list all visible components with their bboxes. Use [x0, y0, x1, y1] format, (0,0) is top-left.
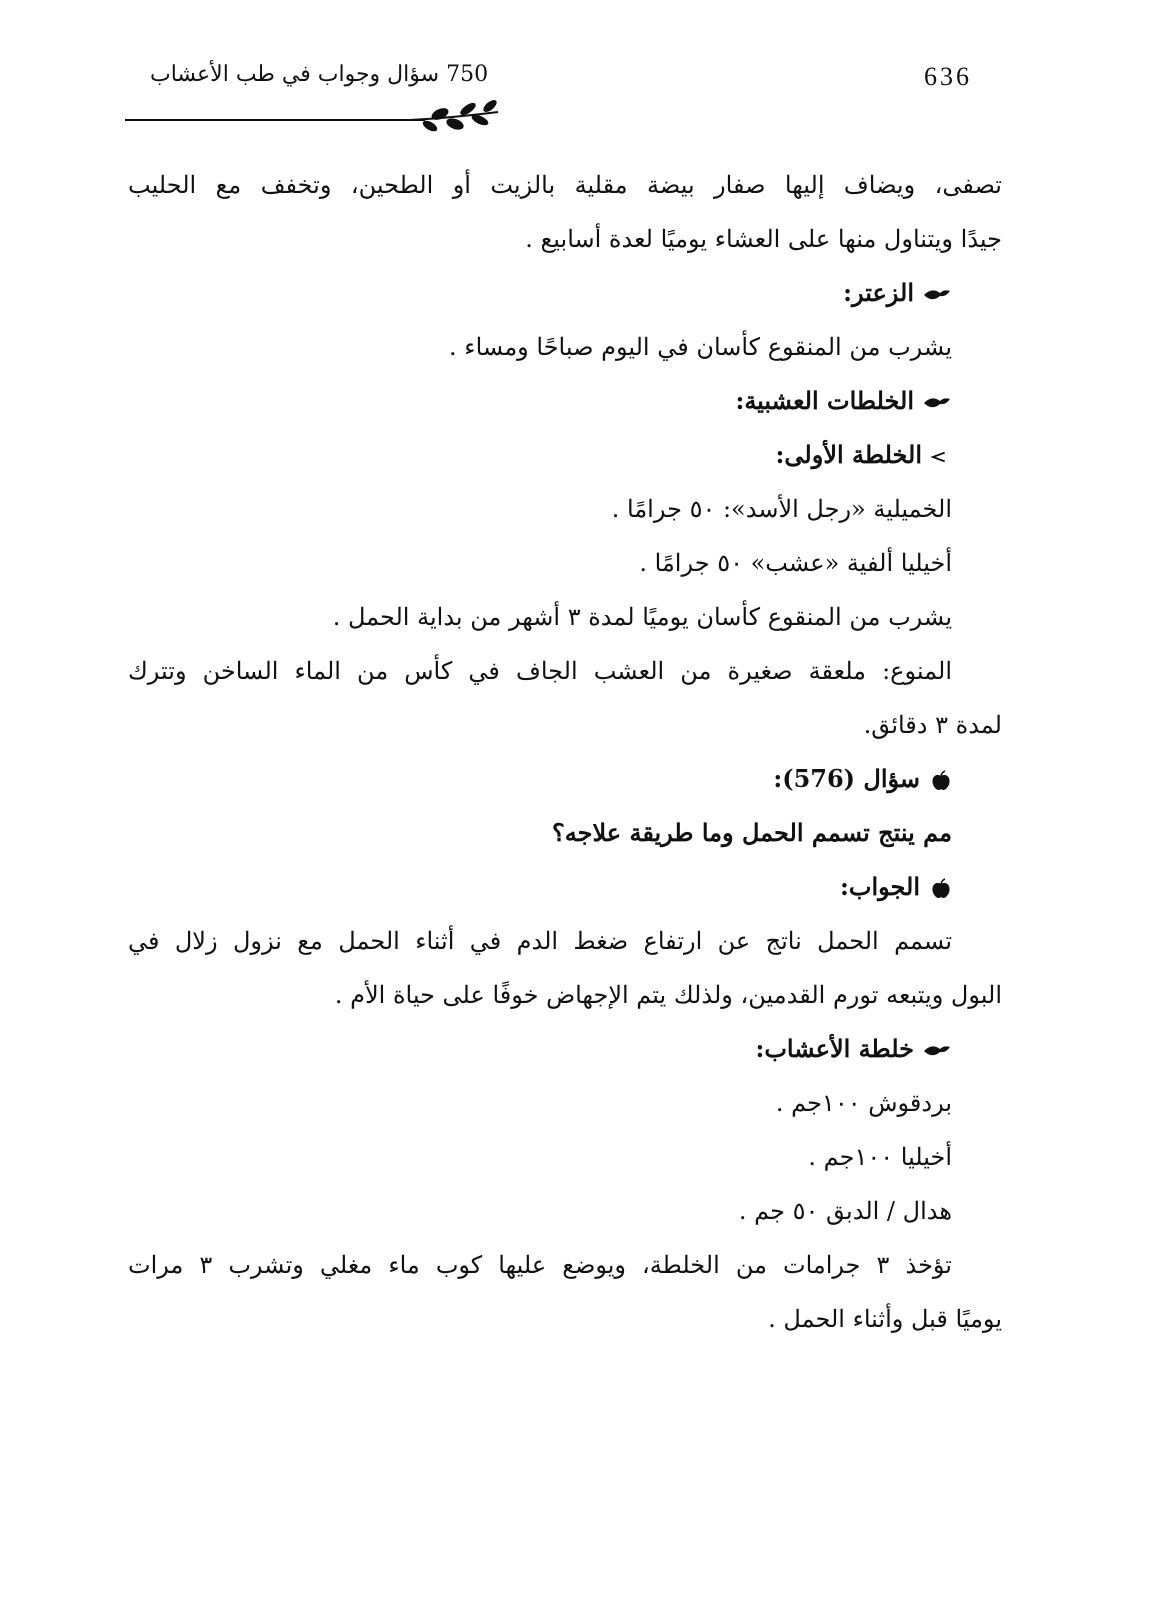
section-heading-herbal-mixtures: [128, 374, 1002, 428]
apple-icon: [930, 878, 952, 900]
answer-heading: الجواب:: [840, 872, 920, 901]
section-heading-first-mixture: [128, 428, 1002, 482]
text-line: أخيليا ألفية «عشب» ٥٠ جرامًا .: [639, 549, 952, 577]
text-line: هدال / الدبق ٥٠ جم .: [738, 1197, 952, 1225]
text-line: جيدًا ويتناول منها على العشاء يوميًا لعدة أسابيع .: [525, 225, 1002, 253]
leaf-bullet-icon: [922, 395, 952, 411]
text-line: يشرب من المنقوع كأسان في اليوم صباحًا ومساء .: [449, 333, 952, 361]
leaf-bullet-icon: [922, 287, 952, 303]
text-line: تسمم الحمل ناتج عن ارتفاع ضغط الدم في أثناء الحمل مع نزول زلال في: [128, 927, 953, 955]
heading-text: الخلطة الأولى:: [775, 440, 922, 469]
heading-text: خلطة الأعشاب:: [755, 1034, 914, 1063]
leaf-bullet-icon: [922, 1043, 952, 1059]
heading-text: الزعتر:: [843, 278, 914, 307]
question-text: مم ينتج تسمم الحمل وما طريقة علاجه؟: [552, 818, 952, 847]
page-number: 636: [924, 62, 972, 91]
text-line: بردقوش ١٠٠جم .: [775, 1089, 952, 1117]
section-heading-herb-mixture: [128, 1022, 1002, 1076]
heading-text: الخلطات العشبية:: [735, 386, 914, 415]
question-label: [128, 752, 1002, 806]
text-line: يوميًا قبل وأثناء الحمل .: [768, 1305, 1002, 1333]
section-heading-thyme: [128, 266, 1002, 320]
triangle-arrow-icon: [930, 449, 952, 465]
text-line: المنوع: ملعقة صغيرة من العشب الجاف في كأس من الماء الساخن وتترك: [128, 657, 952, 685]
text-line: تصفى، ويضاف إليها صفار بيضة مقلية بالزيت أو الطحين، وتخفف مع الحليب: [128, 171, 1002, 199]
olive-branch-ornament-icon: [410, 96, 500, 136]
text-line: تؤخذ ٣ جرامات من الخلطة، ويوضع عليها كوب ماء مغلي وتشرب ٣ مرات: [128, 1251, 952, 1279]
text-line: البول ويتبعه تورم القدمين، ولذلك يتم الإجهاض خوفًا على حياة الأم .: [334, 981, 1002, 1009]
page-body: [128, 158, 1002, 1346]
header-rule: [125, 119, 425, 121]
text-line: يشرب من المنقوع كأسان يوميًا لمدة ٣ أشهر من بداية الحمل .: [332, 603, 952, 631]
apple-icon: [930, 770, 952, 792]
text-line: الخميلية «رجل الأسد»: ٥٠ جرامًا .: [611, 495, 952, 523]
text-line: لمدة ٣ دقائق.: [863, 711, 1002, 739]
text-line: أخيليا ١٠٠جم .: [808, 1143, 952, 1171]
page-header: [130, 62, 972, 102]
question-number: سؤال (576):: [773, 764, 920, 793]
book-title: 750 سؤال وجواب في طب الأعشاب: [150, 62, 489, 87]
answer-label: [128, 860, 1002, 914]
